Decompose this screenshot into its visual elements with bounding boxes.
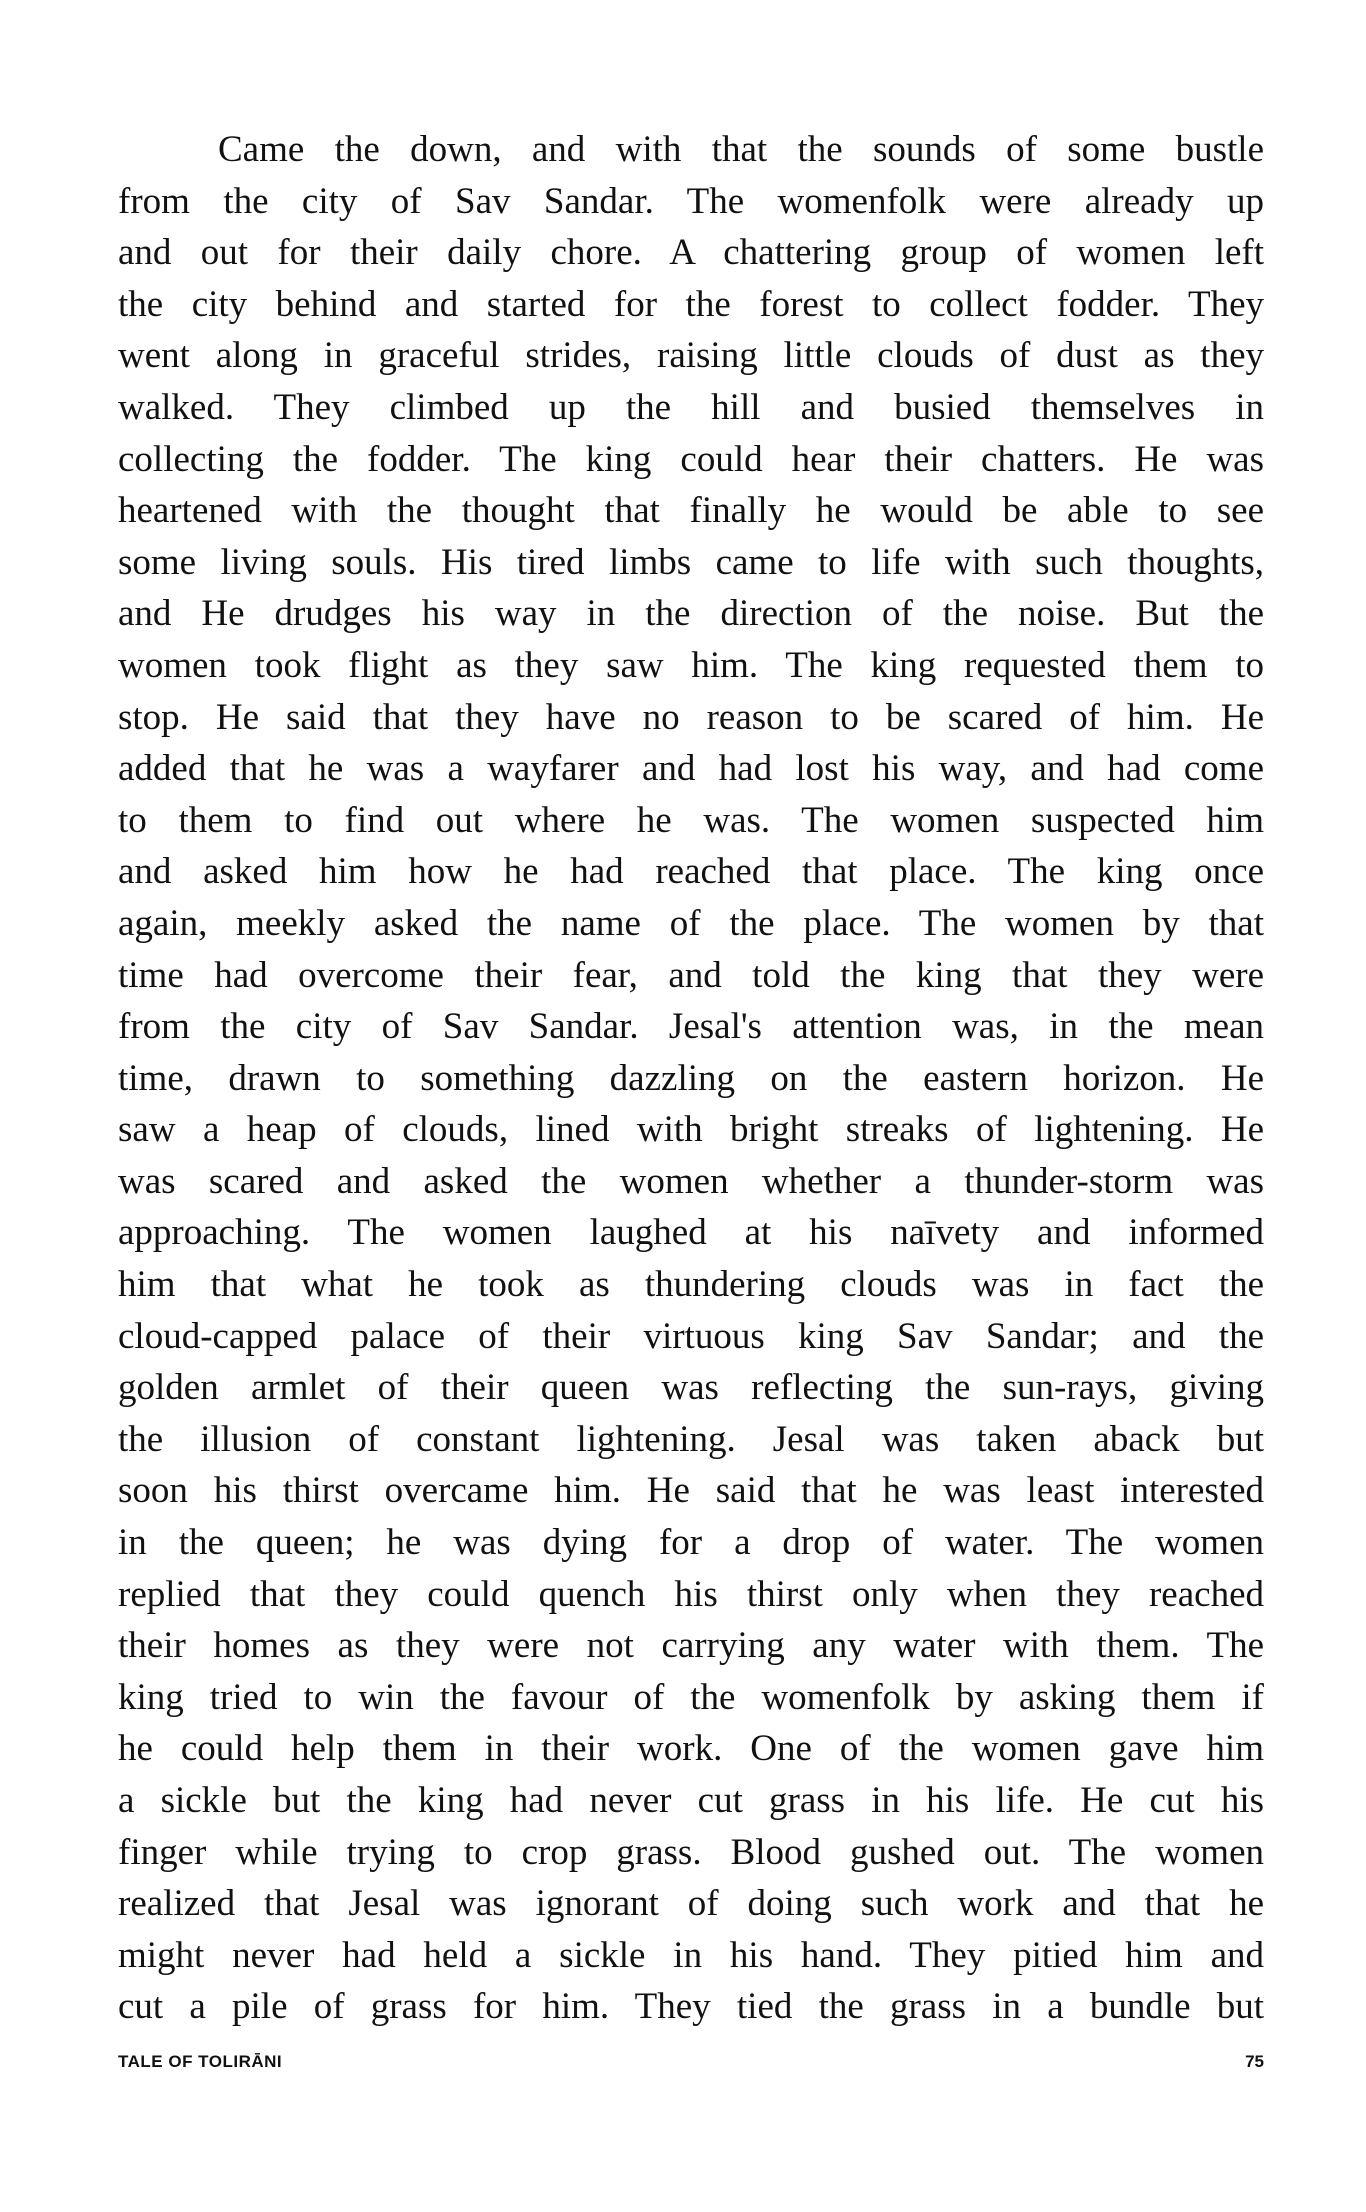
text-line: the illusion of constant lightening. Jesal was taken aback but	[118, 1418, 1264, 1460]
text-line: a sickle but the king had never cut grass in his life. He cut his	[118, 1780, 1264, 1821]
text-line: collecting the fodder. The king could hear their chatters. He was	[118, 438, 1264, 480]
text-line: realized that Jesal was ignorant of doing such work and that he	[118, 1883, 1264, 1925]
text-line: walked. They climbed up the hill and busied themselves in	[118, 386, 1264, 428]
text-line: some living souls. His tired limbs came to life with such thoughts,	[118, 541, 1264, 583]
text-line: king tried to win the favour of the womenfolk by asking them if	[118, 1676, 1264, 1718]
text-line: soon his thirst overcame him. He said that he was least interested	[118, 1470, 1264, 1512]
text-line: again, meekly asked the name of the place. The women by that	[118, 902, 1264, 944]
text-line: and He drudges his way in the direction of the noise. But the	[118, 593, 1264, 635]
text-line: replied that they could quench his thirst only when they reached	[118, 1573, 1264, 1615]
text-line: to them to find out where he was. The women suspected him	[118, 799, 1264, 841]
body-text	[118, 124, 1264, 2033]
text-line: cloud-capped palace of their virtuous king Sav Sandar; and the	[118, 1315, 1264, 1357]
text-line: Came the down, and with that the sounds of some bustle	[218, 129, 1264, 170]
text-line: he could help them in their work. One of the women gave him	[118, 1728, 1264, 1770]
text-line: saw a heap of clouds, lined with bright streaks of lightening. He	[118, 1109, 1264, 1151]
text-line: finger while trying to crop grass. Blood gushed out. The women	[118, 1831, 1264, 1873]
text-line: might never had held a sickle in his hand. They pitied him and	[118, 1934, 1264, 1976]
text-line: him that what he took as thundering clouds was in fact the	[118, 1264, 1264, 1306]
page-footer	[118, 2052, 1264, 2082]
text-line: women took flight as they saw him. The king requested them to	[118, 644, 1264, 686]
page-number: 75	[1245, 2052, 1264, 2071]
text-line: in the queen; he was dying for a drop of water. The women	[118, 1522, 1264, 1564]
text-line: cut a pile of grass for him. They tied the grass in a bundle but	[118, 1986, 1264, 2028]
text-line: the city behind and started for the forest to collect fodder. They	[118, 283, 1264, 325]
text-line: approaching. The women laughed at his naīvety and informed	[118, 1212, 1264, 1254]
text-line: and out for their daily chore. A chattering group of women left	[118, 232, 1264, 274]
running-title: TALE OF TOLIRĀNI	[118, 2052, 283, 2071]
text-line: went along in graceful strides, raising little clouds of dust as they	[118, 335, 1264, 377]
text-line: added that he was a wayfarer and had lost his way, and had come	[118, 748, 1264, 790]
text-line: stop. He said that they have no reason to be scared of him. He	[118, 696, 1264, 738]
text-line: time had overcome their fear, and told the king that they were	[118, 954, 1264, 996]
text-line: golden armlet of their queen was reflecting the sun-rays, giving	[118, 1367, 1264, 1409]
text-line: time, drawn to something dazzling on the eastern horizon. He	[118, 1057, 1264, 1099]
text-line: from the city of Sav Sandar. Jesal's attention was, in the mean	[118, 1006, 1264, 1048]
text-line: and asked him how he had reached that place. The king once	[118, 851, 1264, 893]
text-line: was scared and asked the women whether a thunder-storm was	[118, 1160, 1264, 1202]
text-line: heartened with the thought that finally he would be able to see	[118, 490, 1264, 532]
text-line: from the city of Sav Sandar. The womenfolk were already up	[118, 180, 1264, 222]
text-line: their homes as they were not carrying any water with them. The	[118, 1625, 1264, 1667]
